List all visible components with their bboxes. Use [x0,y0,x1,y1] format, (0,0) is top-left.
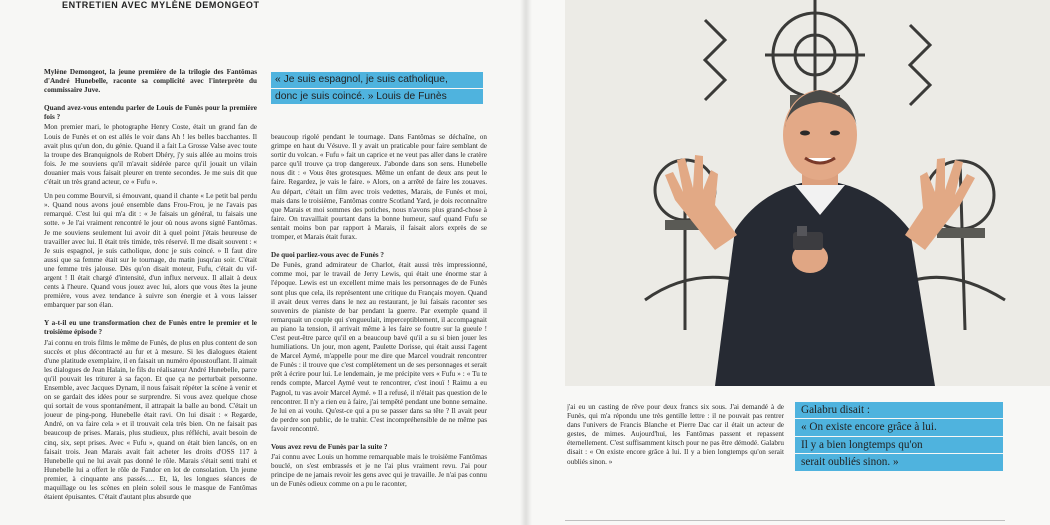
intro-paragraph: Mylène Demongeot, la jeune première de la trilogie des Fantômas d'André Hunebelle, raconte sa complicité avec l'interprète du commissaire Juve. [44,68,257,95]
pull-quote-line: « On existe encore grâce à lui. [795,419,1003,435]
question-heading: Quand avez-vous entendu parler de Louis de Funès pour la première fois ? [44,104,257,122]
body-paragraph: J'ai connu en trois films le même de Funès, de plus en plus content de son succès et plus décontracté au fur et à mesure. Si les dialogues étaient d'une platitude exemplaire, il en faisait un numéro époustouflant. Il aimait les dialogues de Jean Halain, le fils du réalisateur André Hunebelle, parce qu'il pouvait les triturer à sa façon. Et que ça ne perturbait personne. Ensemble, avec Jacques Dynam, il nous faisait répéter la scène à venir et on se gardait des idées pour se surprendre. Si vous avez quelque chose qui sortait de vous spontanément, il attrapait la balle au bond. C'était un joueur de ping-pong. Hunebelle était ravi. On lui disait : « Regarde, André, on va faire cela » et il trouvait cela très bien. On ne faisait pas beaucoup de prises. Marais, plus studieux, plus réfléchi, avait besoin de cinq, six, sept prises. Avec « Fufu », quand on était bien lancés, on en faisait trois. Jean Marais avait fait acheter les droits d'OSS 117 à Hunebelle qui ne lui avait pas donné le rôle. Marais s'était senti trahi et Hunebelle lui a offert le rôle de Fandor en lot de consolation. Un jeune premier, à cinquante ans passés…. Et, là, les longues séances de maquillage ou les scènes en plein soleil sous le masque de Fantômas étaient épuisantes. C'était d'autant plus absurde que [44,338,257,502]
page-header: ENTRETIEN AVEC MYLÈNE DEMONGEOT [62,0,260,10]
body-paragraph: J'ai connu avec Louis un homme remarquable mais le troisième Fantômas bouclé, on s'est embrassés et je ne l'ai plus vraiment revu. J'ai pour principe de ne jamais revoir les gens avec qui je travaille. Je n'ai pas connu un de Funès odieux comme on a pu le raconter, [271,453,487,489]
pull-quote-left [271,72,483,105]
body-paragraph: De Funès, grand admirateur de Charlot, était aussi très impressionné, comme moi, par le travail de Jerry Lewis, qui était une énorme star à l'époque. Lewis est un excellent mime mais les personnages de de Funès sont plus que cela, ils représentent une critique du Français moyen. Quand il avait deux verres dans le nez au restaurant, je lui faisais raconter ses souvenirs de pianiste de bar pendant la guerre. Par exemple quand il remarquait un couple qui s'engueulait, imperceptiblement, il accompagnait au piano la tension, il arrivait même à les faire se foutre sur la gueule ! C'est peut-être parce qu'il en a beaucoup bavé qu'il a su si bien jouer les humiliations. Un jour, mon agent, Paulette Dorisse, qui était aussi l'agent de Marcel Aymé, m'appelle pour me dire que Marcel voudrait rencontrer de Funès : il trouve que c'est complètement un de ses personnages et serait prêt à écrire pour lui. Le lendemain, je me précipite vers « Fufu » : « Tu te rends compte, Marcel Aymé veut te rencontrer, c'est inouï ! Raimu a eu Pagnol, tu vas avoir Marcel Aymé. » Il a refusé, il n'était pas question de le rencontrer. Il n'y a rien eu à faire, j'ai tempêté pendant une bonne semaine. Je lui en ai voulu. Qu'est-ce qui a pu se passer dans sa tête ? Il avait peur de perdre son public, de le trahir. C'est incompréhensible de ne même pas favoir rencontré. [271,261,487,433]
question-heading: Y a-t-il eu une transformation chez de Funès entre le premier et le troisième épisode ? [44,319,257,337]
pull-quote-line: donc je suis coincé. » Louis de Funès [271,89,483,105]
body-paragraph: beaucoup rigolé pendant le tournage. Dans Fantômas se déchaîne, on grimpe en haut du Vésuve. Il y avait un praticable pour faire semblant de sortir du volcan. « Fufu » fait un caprice et ne veut pas aller dans le cratère parce qu'il trouve ça trop dangereux. J'abonde dans son sens. Hunebelle nous dit : « Vous êtes grotesques. Même un enfant de deux ans peut le faire. Regardez, je vais le faire. » Alors, on a arrêté de faire les zouaves. Au départ, c'était un film avec trois vedettes, Marais, de Funès et moi, mais dans le troisième, Fantômas contre Scotland Yard, je dois reconnaître que Marais et moi sommes des potiches, nous n'avons plus grand-chose à faire. On travaillait pourtant dans la bonne humeur, sauf quand Fufu se sentait moins bon par rapport à Marais, il faisait alors exprès de se tromper, et Marais était furax. [271,133,487,242]
question-heading: Vous avez revu de Funès par la suite ? [271,443,388,451]
column-2 [271,133,487,525]
pull-quote-line: Galabru disait : [795,402,1003,418]
body-paragraph: Un peu comme Bourvil, si émouvant, quand il chante « Le petit bal perdu ». Quand nous avons joué ensemble dans Frou-Frou, je ne l'avais pas remarqué. C'est lui qui m'a dit : « Je faisais un général, tu faisais une sotte. » Je l'ai vraiment rencontré le jour où nous avons signé Fantômas. Je me souviens seulement lui avoir dit à quel point j'étais heureuse de travailler avec lui. Il était très timide, très réservé. Il me disait souvent : « Je suis espagnol, je suis catholique, donc je suis coincé. » Il faut dire aussi que sa femme était sur le tournage, du matin jusqu'au soir. C'était une femme très jalouse. Dès qu'on disait moteur, Fufu, c'était du vif-argent ! Il était chargé d'intensité, d'un influx nerveux. Il allait à deux cents à l'heure. Quand vous jouez avec lui, alors que vous êtes la jeune première, vous avez tendance à suivre son énergie et à vous laisser embarquer par son élan. [44,192,257,310]
body-paragraph: Mon premier mari, le photographe Henry Coste, était un grand fan de Louis de Funès et on est allés le voir dans Ah ! les belles bacchantes. Il avait plus qu'un don, du génie. Quand il a fait La Grosse Valse avec toute la troupe des Branquignols de Robert Dhéry, j'y suis allée au moins trois fois. Je me souviens qu'il m'avait sidérée parce qu'il jouait un vilain douanier mais vous faisait pleurer en trente secondes. Je me suis dit que c'était un très grand acteur, ce « Fufu ». [44,123,257,187]
photo-illustration [565,0,1050,386]
question-heading: De quoi parliez-vous avec de Funès ? [271,251,384,260]
bottom-rule [565,520,1005,521]
column-3 [567,403,784,525]
body-paragraph: j'ai eu un casting de rêve pour deux francs six sous. J'ai demandé à de Funès, qui m'a répondu une très gentille lettre : il ne pouvait pas rentrer dans l'univers de Francis Blanche et Pierre Dac car il était un acteur de gestes, de mimes. Aujourd'hui, les Fantômas passent et repassent éternellement. C'est suffisamment kitsch pour ne pas être démodé. Galabru disait : « On existe encore grâce à lui. Il y a bien longtemps qu'on serait oubliés sinon. » [567,403,784,466]
right-page [525,0,1050,525]
pull-quote-line: Il y a bien longtemps qu'on [795,437,1003,453]
column-1 [44,68,257,525]
page-gutter [520,0,532,525]
pull-quote-line: « Je suis espagnol, je suis catholique, [271,72,483,88]
pull-quote-line: serait oubliés sinon. » [795,454,1003,470]
pull-quote-right [795,402,1003,472]
photo-louis-de-funes [565,0,1050,386]
